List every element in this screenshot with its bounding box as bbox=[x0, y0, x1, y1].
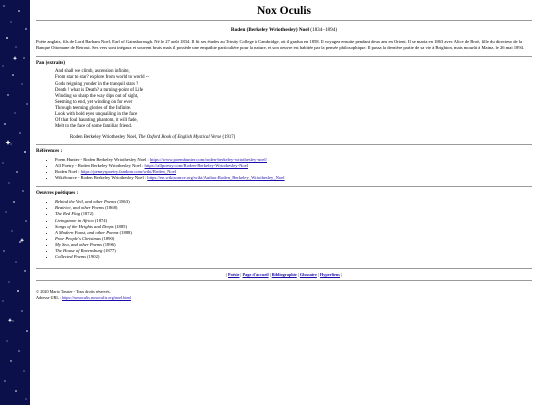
nav-link-glossaire[interactable]: Glossaire bbox=[299, 272, 317, 278]
poem-line: Through teeming glories of the Infinite. bbox=[55, 105, 132, 111]
site-title: Nox Oculis bbox=[257, 5, 311, 17]
work-year: (1868) bbox=[104, 205, 118, 211]
work-year: (1885) bbox=[113, 223, 127, 229]
reference-link[interactable]: https://www.poemhunter.com/roden-berkeley-wriothesley-noel/ bbox=[149, 156, 267, 162]
work-year: (1874) bbox=[93, 217, 108, 223]
poem-excerpt bbox=[55, 69, 532, 129]
poet-heading bbox=[36, 27, 532, 33]
reference-link[interactable]: https://allpoetry.com/Roden-Berkeley-Wriothesley-Noel bbox=[144, 162, 249, 168]
nav-separator: | bbox=[317, 272, 319, 278]
work-title: Behind the Veil, and other Poems bbox=[55, 199, 117, 205]
reference-text: All Poetry - Roden Berkeley Wriothesley Noel : bbox=[55, 162, 145, 168]
attribution-author: Roden Berkeley Wriothesley Noel, bbox=[70, 134, 139, 140]
work-year: (1890) bbox=[100, 235, 115, 241]
poem-line: Death ! what is Death? a turning-point of Life bbox=[55, 87, 144, 93]
works-list bbox=[36, 199, 532, 260]
work-title: The House of Ravensburg bbox=[55, 248, 103, 253]
work-year: (1896) bbox=[102, 241, 116, 247]
work-title: Livingstone in Africa bbox=[55, 217, 94, 223]
star-field bbox=[0, 0, 30, 405]
poem-line: And shall we climb, ascension infinite, bbox=[55, 69, 130, 75]
poem-line: Look with bold eyes unquailing in the face bbox=[55, 111, 138, 117]
address-label: Adresse URL : bbox=[36, 294, 63, 300]
poet-dates: (1834–1894) bbox=[310, 27, 338, 33]
divider bbox=[36, 20, 532, 21]
reference-link[interactable]: https://en.wikisource.org/wiki/Author:Roden_Berkeley_Wriothesley_Noel bbox=[147, 175, 285, 181]
nav-link-hyperliens[interactable]: Hyperliens bbox=[319, 272, 340, 278]
poem-line: Winding so sharp the way dips out of sight, bbox=[55, 93, 139, 99]
work-year: (1863) bbox=[116, 199, 130, 205]
page-content bbox=[36, 0, 532, 405]
divider bbox=[36, 280, 532, 281]
nav-separator: | bbox=[240, 272, 242, 278]
poem-line: From star to star? explore from world to world -- bbox=[55, 75, 149, 81]
poet-name: Roden (Berkeley Wriothesley) Noel bbox=[230, 27, 309, 33]
nav-link-poesie[interactable]: Poésie bbox=[228, 272, 240, 278]
poet-biography: Poète anglais, fils de Lord Barham Noel, Earl of Gainsborough. Né le 27 août 1834. Il fit ses études au Trinity College à Cambridge, où il gradua en 1858. Il voyagea ensuite pendant deux ans en Orient. Il se maria en 1863 avec Alice de Broë, fille du directeur de la Banque Ottomane de Beirout. Ses vers sont inégaux et souvent bruts mais il possède une empathie particulière pour la nature, et son oeuvre est habitée par la pensée philosophique. Il passa la dernière partie de sa vie à Brighton, mais mourût à Mainz, le 26 mai 1894. bbox=[36, 39, 525, 51]
references-list bbox=[36, 157, 532, 181]
works-label: Oeuvres poétiques : bbox=[36, 191, 79, 197]
work-title: Collected Poems bbox=[55, 254, 86, 260]
reference-text: Poem Hunter - Roden Berkeley Wriothesley Noel : bbox=[55, 156, 150, 162]
nav-separator: | bbox=[341, 272, 342, 278]
references-label: Références : bbox=[36, 148, 63, 154]
work-year: (1877) bbox=[102, 248, 116, 253]
work-title: A Modern Faust, and other Poems bbox=[55, 229, 119, 235]
nav-link-home[interactable]: Page d'accueil bbox=[242, 272, 269, 278]
address-line bbox=[36, 295, 532, 301]
work-title: The Red Flag bbox=[55, 211, 81, 217]
attribution-year: (1917) bbox=[221, 134, 236, 140]
work-title: Beatrice, and other Poems bbox=[55, 205, 104, 211]
work-title: Poor People's Christmas bbox=[55, 235, 101, 241]
attribution-book: The Oxford Book of English Mystical Verse bbox=[138, 134, 222, 140]
copyright-text: © 2020 Mario Tassier - Tous droits réservés. bbox=[36, 289, 111, 295]
reference-link[interactable]: https://pennyspoetry.fandom.com/wiki/Roden_Noel bbox=[80, 169, 177, 175]
divider bbox=[36, 56, 532, 57]
work-year: (1872) bbox=[80, 211, 94, 217]
work-title: Songs of the Heights and Deeps bbox=[55, 223, 114, 229]
address-link[interactable]: https://noxoculis.noxoculis.org/noel.html bbox=[62, 294, 131, 300]
nav-separator: | bbox=[226, 272, 227, 278]
divider bbox=[36, 268, 532, 269]
poem-line: Melt to the face of some familiar friend. bbox=[55, 123, 132, 129]
nav-link-bibliographie[interactable]: Bibliographie bbox=[271, 272, 297, 278]
poem-line: Seeming to end, yet winding on for ever bbox=[55, 99, 133, 105]
work-year: (1888) bbox=[118, 229, 132, 235]
divider bbox=[36, 186, 532, 187]
poem-line: Of that foul haunting phantom, it will fade, bbox=[55, 117, 138, 123]
work-title: My Sea, and other Poems bbox=[55, 241, 103, 247]
work-year: (1902) bbox=[86, 254, 100, 260]
divider bbox=[36, 144, 532, 145]
copyright-block bbox=[36, 289, 532, 300]
poem-line: Gods reigning yonder in the tranquil stars ? bbox=[55, 81, 139, 87]
nav-separator: | bbox=[269, 272, 271, 278]
poem-section-label: Pan (extraits) bbox=[36, 61, 66, 67]
starry-sidebar bbox=[0, 0, 30, 405]
poem-attribution bbox=[70, 135, 532, 140]
nav-separator: | bbox=[297, 272, 299, 278]
reference-text: Roden Noel : bbox=[55, 169, 81, 175]
footer-nav bbox=[36, 272, 532, 277]
reference-text: WikiSource - Roden Berkeley Wriothesley Noel : bbox=[55, 175, 148, 181]
